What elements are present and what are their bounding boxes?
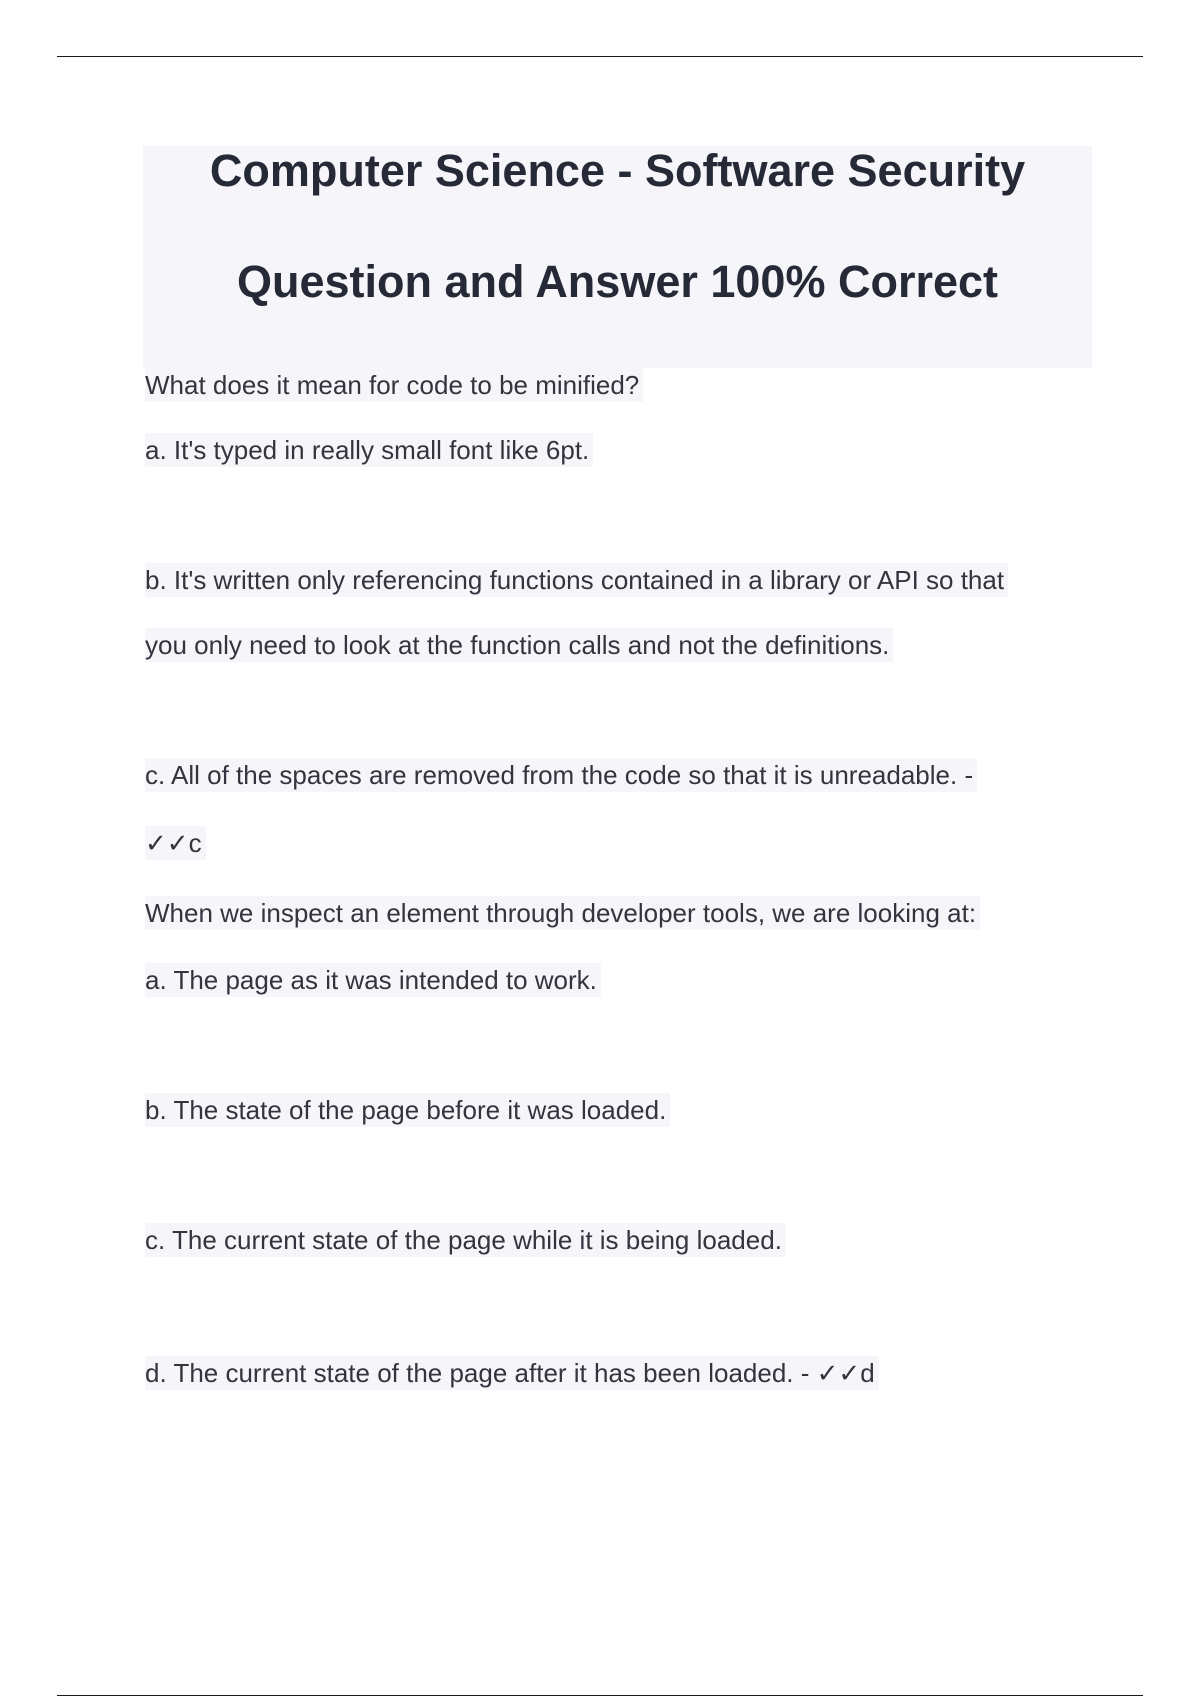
question-1: What does it mean for code to be minified? bbox=[145, 368, 643, 402]
header-rule bbox=[57, 56, 1143, 57]
question-1-option-b-cont: you only need to look at the function calls and not the definitions. bbox=[145, 628, 893, 662]
question-1-answer: ✓✓c bbox=[145, 826, 206, 860]
question-1-option-b: b. It's written only referencing functions contained in a library or API so that bbox=[145, 563, 1008, 597]
question-2: When we inspect an element through developer tools, we are looking at: bbox=[145, 896, 980, 930]
question-1-option-c: c. All of the spaces are removed from the code so that it is unreadable. - bbox=[145, 758, 977, 792]
question-2-option-d: d. The current state of the page after it has been loaded. - ✓✓d bbox=[145, 1356, 879, 1390]
question-2-option-c: c. The current state of the page while it is being loaded. bbox=[145, 1223, 786, 1257]
question-2-option-b: b. The state of the page before it was loaded. bbox=[145, 1093, 670, 1127]
title-line-1: Computer Science - Software Security bbox=[209, 145, 1026, 196]
question-2-option-a: a. The page as it was intended to work. bbox=[145, 963, 601, 997]
footer-rule bbox=[57, 1695, 1143, 1696]
title-line-2: Question and Answer 100% Correct bbox=[236, 256, 999, 307]
question-1-option-a: a. It's typed in really small font like 6pt. bbox=[145, 433, 593, 467]
